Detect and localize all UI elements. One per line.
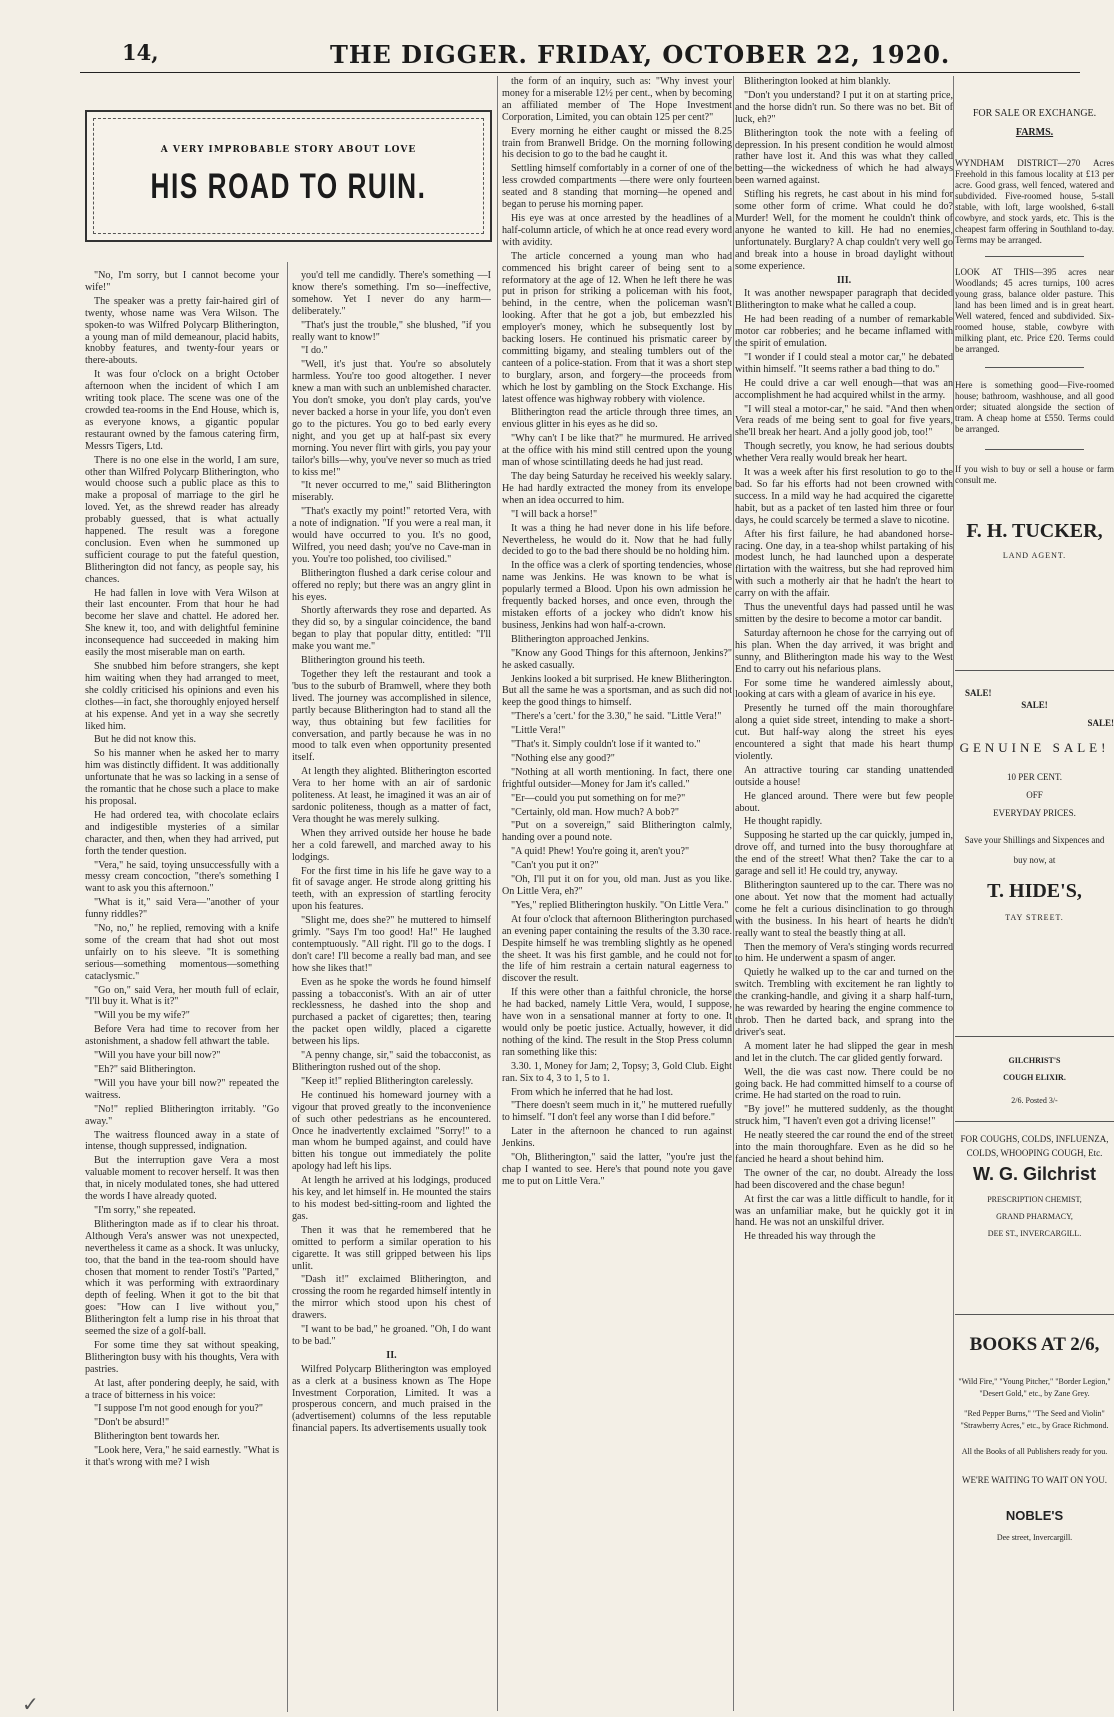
story-paragraph: He neatly steered the car round the end of the street into the main thoroughfare. Even as he did so he fancied he heard a shout behind him. xyxy=(735,1130,953,1165)
farms-subheading: FARMS. xyxy=(1015,127,1054,138)
store-name: NOBLE'S xyxy=(1005,1508,1064,1523)
story-paragraph: "Er—could you put something on for me?" xyxy=(511,792,686,804)
story-paragraph: "Look here, Vera," he said earnestly. "What is it that's wrong with me? I wish xyxy=(85,1445,279,1469)
story-paragraph: Saturday afternoon he chose for the carrying out of his plan. When the day arrived, it was bright and sunny, and Blitherington made his way to the West End to carry out his nefarious plans. xyxy=(735,627,953,675)
story-paragraph: The waitress flounced away in a state of intense, though suppressed, indignation. xyxy=(85,1129,279,1153)
story-column-3 xyxy=(502,76,732,1706)
story-paragraph: Blitherington bent towards her. xyxy=(94,1431,220,1443)
headline-box xyxy=(85,110,492,242)
story-paragraph: "Keep it!" replied Blitherington carelessly. xyxy=(301,1075,474,1087)
pharmacy-name: GRAND PHARMACY, xyxy=(996,1212,1073,1221)
chemist-title: PRESCRIPTION CHEMIST, xyxy=(987,1195,1082,1204)
story-paragraph: "Put on a sovereign," said Blitherington calmly, handing over a pound note. xyxy=(502,820,732,844)
story-paragraph: "Eh?" said Blitherington. xyxy=(94,1064,196,1075)
story-paragraph: An attractive touring car standing unattended outside a house! xyxy=(735,764,953,788)
farm-listing: If you wish to buy or sell a house or farm consult me. xyxy=(955,464,1114,485)
gilchrist-advertisement xyxy=(955,1056,1114,1286)
story-paragraph: "Don't you understand? I put it on at starting price, and the horse didn't run. So there was no bet. Bit of luck, eh?" xyxy=(735,89,953,125)
story-paragraph: "Little Vera!" xyxy=(511,725,566,737)
story-kicker: A VERY IMPROBABLE STORY ABOUT LOVE xyxy=(160,145,417,155)
story-paragraph: If this were other than a faithful chronicle, the horse he had backed, namely Little Vera, would, I suppose, have won in a sensational manner at forty to one. It would only be poetic justice. Actually, however, it did nothing of the kind. The result in the Stop Press column ran something like this: xyxy=(502,987,732,1058)
story-paragraph: After his first failure, he had abandoned horse-racing. One day, in a tea-shop whilst partaking of his modest lunch, he had launched upon a desperate flirtation with the waitress, but she had reproved him with such a motherly air that he hadn't the heart to carry on with the affair. xyxy=(735,528,953,600)
discount-percent: 10 PER CENT. xyxy=(1006,772,1063,782)
story-column-1 xyxy=(85,270,279,1705)
story-paragraph: "Oh, I'll put it on for you, old man. Just as you like. On Little Vera, eh?" xyxy=(502,874,732,897)
story-paragraph: "Dash it!" exclaimed Blitherington, and crossing the room he regarded himself intently in the mirror which stood upon his chest of drawers. xyxy=(292,1274,491,1322)
story-paragraph: "Will you be my wife?" xyxy=(94,1010,190,1022)
story-paragraph: "I'm sorry," she repeated. xyxy=(94,1204,196,1216)
story-paragraph: A moment later he had slipped the gear in mesh and let in the clutch. The car glided gently forward. xyxy=(735,1040,953,1064)
story-paragraph: "I want to be bad," he groaned. "Oh, I do want to be bad." xyxy=(292,1324,491,1347)
divider xyxy=(985,256,1084,257)
story-paragraph: Blitherington flushed a dark cerise colour and offered no reply; but there was an angry glint in his eyes. xyxy=(292,567,491,603)
story-paragraph: Though secretly, you know, he had serious doubts whether Vera really would break her heart. xyxy=(735,441,953,465)
story-paragraph: The day being Saturday he received his weekly salary. He had hardly extracted the money from its envelope when an idea occurred to him. xyxy=(502,471,732,506)
story-paragraph: Settling himself comfortably in a corner of one of the less crowded compartments —there were only fourteen seated and 8 standing that morning—he opened and began to peruse his morning paper. xyxy=(502,163,732,211)
story-paragraph: 3.30. 1, Money for Jam; 2, Topsy; 3, Gold Club. Eight ran. Six to 4, 3 to 1, 5 to 1. xyxy=(502,1060,732,1084)
story-paragraph: "What is it," said Vera—"another of your funny riddles?" xyxy=(85,897,279,921)
story-paragraph: At four o'clock that afternoon Blitherington purchased an evening paper containing the results of the 3.30 race. Despite himself he was trembling slightly as he opened the sheet. It was his first gamble, and he could not for the life of him restrain a certain natural eagerness to discover the result. xyxy=(502,913,732,985)
story-paragraph: "Why can't I be like that?" he murmured. He arrived at the office with his mind still centred upon the young man of whose scintillating deeds he had just read. xyxy=(502,433,732,469)
column-rule xyxy=(497,76,498,1711)
sale-label: SALE! xyxy=(1021,700,1048,710)
story-paragraph: It was a week after his first resolution to go to the bad. So far his efforts had not been crowned with success. In a mild way he had acquired the cigarette habit, but as a packet of ten lasted him three or four days, he could scarcely be termed a slave to nicotine. xyxy=(735,467,953,526)
story-paragraph: Before Vera had time to recover from her astonishment, a shadow fell athwart the table. xyxy=(85,1024,279,1048)
story-paragraph: "Will you have your bill now?" xyxy=(94,1050,221,1062)
nobles-advertisement xyxy=(955,1334,1114,1714)
story-paragraph: "Slight me, does she?" he muttered to himself grimly. "Says I'm too good! Ha!" He laughed contemptuously. "All right. I'll go to the dogs. I don't care! I'll become a really bad man, and see how she likes that!" xyxy=(292,915,491,974)
story-paragraph: Quietly he walked up to the car and turned on the switch. Trembling with excitement he ran lightly to the cranking-handle, and giving it a sharp half-turn, he was rewarded by hearing the engine commence to throb. Then he darted back, and sprang into the driver's seat. xyxy=(735,967,953,1038)
story-column-4 xyxy=(735,76,953,1706)
divider xyxy=(955,1121,1114,1122)
story-paragraph: There is no one else in the world, I am sure, other than Wilfred Polycarp Blitherington, who would choose such a public place as this to make a proposal of marriage to the girl he loved. Yet, as the shrewd reader has already probably guessed, that is what actually happened. The result was a foregone conclusion. Even when he summoned up sufficient courage to put the fateful question, Blitherington did not fancy, as people say, his chances. xyxy=(85,454,279,585)
story-paragraph: "I do." xyxy=(301,345,328,357)
books-list: "Red Pepper Burns," "The Seed and Violin" "Strawberry Acres," etc., by Grace Richmond. xyxy=(960,1409,1109,1430)
masthead-rule xyxy=(80,72,1080,73)
story-paragraph: At last, after pondering deeply, he said, with a trace of bitterness in his voice: xyxy=(85,1377,279,1401)
story-paragraph: "I will back a horse!" xyxy=(511,508,598,520)
story-paragraph: At length he arrived at his lodgings, produced his key, and let himself in. He mounted the stairs to his modest bed-sitting-room and lighted the gas. xyxy=(292,1175,491,1222)
story-paragraph: "Can't you put it on?" xyxy=(511,860,599,872)
story-paragraph: "A penny change, sir," said the tobacconist, as Blitherington rushed out of the shop. xyxy=(292,1050,491,1073)
coughs-text: FOR COUGHS, COLDS, INFLUENZA, COLDS, WHOOPING COUGH, Etc. xyxy=(960,1134,1109,1158)
column-rule xyxy=(953,76,954,1711)
story-paragraph: So his manner when he asked her to marry him was distinctly diffident. It was additionally unfortunate that he was so lacking in a sense of the romantic that he chose such a place to make his proposal. xyxy=(85,748,279,807)
story-paragraph: His eye was at once arrested by the headlines of a half-column article, of which he at once read every word with avidity. xyxy=(502,212,732,248)
books-heading: BOOKS AT 2/6, xyxy=(969,1334,1100,1355)
gilchrist-price: 2/6. Posted 3/- xyxy=(1011,1096,1058,1105)
column-rule xyxy=(733,76,734,1711)
story-paragraph: When they arrived outside her house he bade her a cold farewell, and marched away to his lodgings. xyxy=(292,827,491,863)
story-paragraph: Wilfred Polycarp Blitherington was employed as a clerk at a business known as The Hope Investment Corporation, Limited. It was a prosperous concern, and much praised in the (advertisement) columns of the less reputable financial papers. Its advertisements usually took xyxy=(292,1363,491,1435)
story-paragraph: Then it was that he remembered that he omitted to perform a similar operation to his cigarette. It was still gripped between his lips unlit. xyxy=(292,1224,491,1272)
story-paragraph: "There's a 'cert.' for the 3.30," he said. "Little Vera!" xyxy=(511,711,722,723)
story-paragraph: He had fallen in love with Vera Wilson at their last encounter. From that hour he had become her slave and chattel. He adored her. She knew it, too, and with delightful feminine inconsequence had succeeded in making him easily the most miserable man on earth. xyxy=(85,587,279,659)
story-paragraph: "A quid! Phew! You're going it, aren't you?" xyxy=(511,846,690,858)
save-text: Save your Shillings and Sixpences and buy now, at xyxy=(964,835,1105,865)
story-paragraph: Presently he turned off the main thoroughfare along a quiet side street, intending to make a short-cut. But half-way along the street his eyes encountered a sight that made his heart thump violently. xyxy=(735,703,953,762)
story-paragraph: For the first time in his life he gave way to a fit of savage anger. He strode along gritting his teeth, with an expression of startling ferocity upon his features. xyxy=(292,865,491,913)
story-paragraph: "I wonder if I could steal a motor car," he debated within himself. "It seems rather a bad thing to do." xyxy=(735,351,953,375)
story-headline: HIS ROAD TO RUIN. xyxy=(150,167,427,206)
story-paragraph: Stifling his regrets, he cast about in his mind for some other form of crime. What could he do? Murder! Well, for the moment he couldn't think of anyone he wanted to kill. He had no enemies, unfortunately. Burglary? A chap couldn't very well go and break into a house in broad daylight without some experience. xyxy=(735,189,953,272)
gilchrist-heading: GILCHRIST'S xyxy=(1008,1056,1061,1065)
page-number: 14, xyxy=(122,40,159,65)
story-paragraph: "I suppose I'm not good enough for you?" xyxy=(94,1403,264,1415)
story-paragraph: Blitherington approached Jenkins. xyxy=(511,633,650,645)
story-paragraph: "Know any Good Things for this afternoon, Jenkins?" he asked casually. xyxy=(502,647,732,671)
story-paragraph: "Yes," replied Blitherington huskily. "On Little Vera." xyxy=(511,899,729,911)
story-paragraph: Blitherington made as if to clear his throat. Although Vera's answer was not unexpected, nevertheless it came as a shock. It was unlucky, too, that the band in the tea-room should have chosen that moment to render Tosti's "Parted," which it was performing with extraordinary depth of feeling. When it got to the bit that goes: "How can I live without you," Blitherington felt a lump rise in his throat that seemed the size of a golf-ball. xyxy=(85,1218,279,1338)
section-heading: II. xyxy=(386,1349,397,1361)
headline-box-border xyxy=(93,118,484,234)
books-list: "Wild Fire," "Young Pitcher," "Border Legion," "Desert Gold," etc., by Zane Grey. xyxy=(958,1377,1111,1398)
pharmacy-address: DEE ST., INVERCARGILL. xyxy=(987,1229,1082,1238)
story-paragraph: Blitherington sauntered up to the car. There was no one about. Yet now that the moment had actually come he felt a curious disinclination to go through with the business. In his heart of hearts he didn't really want to steal the beastly thing at all. xyxy=(735,880,953,939)
story-paragraph: Together they left the restaurant and took a 'bus to the suburb of Bramwell, where they both lived. The journey was accomplished in silence, partly because Blitherington had to stand all the way, thus obtaining but few facilities for conversation, and partly because he was in no mood to talk even when opportunity presented itself. xyxy=(292,669,491,764)
story-paragraph: Even as he spoke the words he found himself passing a tobacconist's. With an air of utter recklessness, he dashed into the shop and purchased a packet of cigarettes; then, tearing the packet open wildly, placed a cigarette between his lips. xyxy=(292,976,491,1048)
divider xyxy=(985,449,1084,450)
ad-divider xyxy=(955,1036,1114,1037)
everyday-prices: EVERYDAY PRICES. xyxy=(993,808,1076,818)
story-paragraph: "No, no," he replied, removing with a knife some of the cream that had shot out most unfairly on to his sleeve. "It is something serious—something momentous—something cataclysmic." xyxy=(85,923,279,982)
story-paragraph: He continued his homeward journey with a vigour that proved greatly to the inconvenience of such other pedestrians as he encountered. Once he inadvertently exclaimed "Sorry!" to a man whom he bumped against, and could have bitten his tongue out immediately the polite apology had left his lips. xyxy=(292,1089,491,1173)
story-paragraph: He had been reading of a number of remarkable motor car robberies; and he became inflamed with the spirit of emulation. xyxy=(735,314,953,350)
story-paragraph: For some time he wandered aimlessly about, looking at cars with a gleam of avarice in his eye. xyxy=(735,677,953,701)
story-paragraph: But the interruption gave Vera a most valuable moment to recover herself. It was then that, in nicely modulated tones, she had uttered the words I have already quoted. xyxy=(85,1155,279,1203)
story-paragraph: "Nothing at all worth mentioning. In fact, there one frightful outsider—Money for Jam it's called." xyxy=(502,766,732,790)
story-paragraph: He thought rapidly. xyxy=(744,816,823,828)
story-paragraph: From which he inferred that he had lost. xyxy=(511,1086,674,1098)
farms-advertisement xyxy=(955,108,1114,560)
story-paragraph: Shortly afterwards they rose and departed. As they did so, by a singular coincidence, the band began to play that popular ditty, entitled: "I'll make you want me." xyxy=(292,605,491,653)
sale-label: SALE! xyxy=(965,688,992,698)
story-paragraph: Supposing he started up the car quickly, jumped in, drove off, and turned into the busy thoroughfare at the end of the street! What then? Take the car to a garage and sell it! He could try, anyway. xyxy=(735,830,953,878)
books-all: All the Books of all Publishers ready for you. xyxy=(961,1447,1108,1456)
story-paragraph: The owner of the car, no doubt. Already the loss had been discovered and the chase begun! xyxy=(735,1167,953,1191)
story-paragraph: the form of an inquiry, such as: "Why invest your money for a miserable 12½ per cent., when by becoming an affiliated member of The Hope Investment Corporation, Limited, you can obtain 125 per cent?" xyxy=(502,76,732,123)
story-paragraph: Thus the uneventful days had passed until he was smitten by the desire to become a motor car bandit. xyxy=(735,602,953,625)
farm-listing: WYNDHAM DISTRICT—270 Acres Freehold in this famous locality at £13 per acre. Good grass, well fenced, watered and subdivided. Five-roomed house, 5-stall stable, with loft, large woolshed, 6-stall cowbyre, and stock yards, etc. This is the cheapest farm offering in Southland to-day. Terms may be arranged. xyxy=(955,158,1114,245)
story-paragraph: "No, I'm sorry, but I cannot become your wife!" xyxy=(85,270,279,293)
story-paragraph: Jenkins looked a bit surprised. He knew Blitherington. But all the same he was a sportsman, and as such did not keep the good things to himself. xyxy=(502,673,732,709)
farms-heading: FOR SALE OR EXCHANGE. xyxy=(972,108,1097,119)
store-name: T. HIDE'S, xyxy=(987,880,1082,902)
story-paragraph: Well, the die was cast now. There could be no going back. He had committed himself to a course of crime. He had started on the road to ruin. xyxy=(735,1066,953,1102)
story-paragraph: "Well, it's just that. You're so absolutely harmless. You're too good altogether. I never knew a man with such an unblemished character. You don't smoke, you don't play cards, you've never backed a horse in your life, you don't even go to the pictures. You go to bed early every night, and you get up at half-past six every morning. You never flirt with girls, you pay your tailor's bills—why, you've never so much as tried to kiss me!" xyxy=(292,359,491,478)
story-column-2 xyxy=(292,270,491,1705)
story-paragraph: Blitherington read the article through three times, an envious glitter in his eyes as he did so. xyxy=(502,407,732,431)
story-paragraph: "Certainly, old man. How much? A bob?" xyxy=(511,806,679,818)
agent-title: LAND AGENT. xyxy=(1002,551,1067,560)
story-paragraph: The article concerned a young man who had commenced his bright career of being sent to a reformatory at the age of 12. When he left there he was put in prison for striking a policeman with his foot, behind, in the centre, when the policeman wasn't looking. After that he got a job, but embezzled his employer's money, which he subsequently lost by backing losers. He continued his prismatic career by committing bigamy, and stealing tumblers out of the canteen of a police-station. From that it was a short step to burglary, arson, and forgery—the proceeds from which he lost by gambling on the Stock Exchange. His latest offence was highway robbery with violence. xyxy=(502,250,732,405)
column-rule xyxy=(287,262,288,1712)
story-paragraph: "Will you have your bill now?" repeated the waitress. xyxy=(85,1077,279,1101)
story-paragraph: "Go on," said Vera, her mouth full of eclair, "I'll buy it. What is it?" xyxy=(85,984,279,1008)
gilchrist-product: COUGH ELIXIR. xyxy=(1003,1073,1066,1082)
store-address: Dee street, Invercargill. xyxy=(996,1533,1073,1542)
story-paragraph: "Nothing else any good?" xyxy=(511,752,615,764)
story-paragraph: For some time they sat without speaking, Blitherington busy with his thoughts, Vera with pastries. xyxy=(85,1339,279,1375)
story-paragraph: In the office was a clerk of sporting tendencies, whose name was Jenkins. He was known to be what is popularly termed a Blood. Upon his own admission he frequently backed horses, and once even, through the mistaken efforts of a jockey who didn't know his business, Jenkins had won half-a-crown. xyxy=(502,560,732,631)
story-paragraph: you'd tell me candidly. There's something —I know there's something. I'm so—ineffective, somehow. Yet I never do any harm—deliberately." xyxy=(292,270,491,317)
farm-listing: Here is something good—Five-roomed house; bathroom, washhouse, and all good order; situated alongside the section of tram. A cheap home at £550. Terms could be arranged. xyxy=(955,380,1114,434)
story-paragraph: "That's exactly my point!" retorted Vera, with a note of indignation. "If you were a real man, it would have occurred to you. It's no good, Wilfred, you need dash; you've no Cave-man in you. You're too polished, too civilised." xyxy=(292,506,491,565)
sale-label: SALE! xyxy=(1087,718,1114,728)
story-paragraph: "By jove!" he muttered suddenly, as the thought struck him, "I haven't even got a driving license!" xyxy=(735,1104,953,1128)
hides-advertisement xyxy=(955,688,1114,968)
story-paragraph: "It never occurred to me," said Blitherington miserably. xyxy=(292,480,491,504)
story-paragraph: "Oh, Blitherington," said the latter, "you're just the chap I wanted to see. Here's that pound note you gave me to put on Little Vera." xyxy=(502,1152,732,1187)
story-paragraph: But he did not know this. xyxy=(94,734,197,746)
story-paragraph: "I will steal a motor-car," he said. "And then when Vera reads of me being sent to goal for five years, she'll break her heart. And a jolly good job, too!" xyxy=(735,403,953,439)
story-paragraph: Blitherington ground his teeth. xyxy=(301,655,425,667)
chemist-name: W. G. Gilchrist xyxy=(972,1164,1097,1184)
story-paragraph: He glanced around. There were but few people about. xyxy=(735,790,953,814)
story-paragraph: Then the memory of Vera's stinging words recurred to him. He underwent a spasm of anger. xyxy=(735,941,953,965)
story-paragraph: He threaded his way through the xyxy=(744,1231,876,1243)
story-paragraph: It was another newspaper paragraph that decided Blitherington to make what he called a coup. xyxy=(735,288,953,312)
story-paragraph: "There doesn't seem much in it," he muttered ruefully to himself. "I don't feel any worse than I did before." xyxy=(502,1100,732,1124)
store-street: TAY STREET. xyxy=(1005,913,1064,922)
ad-divider xyxy=(955,670,1114,671)
story-paragraph: "No!" replied Blitherington irritably. "Go away." xyxy=(85,1103,279,1127)
waiting-slogan: WE'RE WAITING TO WAIT ON YOU. xyxy=(962,1475,1107,1485)
story-paragraph: She snubbed him before strangers, she kept him waiting when they had arranged to meet, she coldly criticised his opinions and even his clothes—in fact, she thoroughly enjoyed herself at his expense. And yet in a way she secretly liked him. xyxy=(85,661,279,732)
advertisement-column xyxy=(955,76,1114,1716)
story-paragraph: "Vera," he said, toying unsuccessfully with a messy cream concoction, "there's something I want to ask you this afternoon." xyxy=(85,859,279,895)
farm-listing: LOOK AT THIS—395 acres near Woodlands; 45 acres turnips, 100 acres young grass, balance older pasture. This land has been limed and is in great heart. Well watered, fenced and subdivided. Six-roomed house, stable, cowbyre with milking plant, etc. Price £20. Terms could be arranged. xyxy=(955,267,1114,354)
story-paragraph: Blitherington took the note with a feeling of depression. In his present condition he would almost rather have lost it. And this was what they called betting—the wickedness of which he had always been warned against. xyxy=(735,127,953,187)
story-paragraph: Every morning he either caught or missed the 8.25 train from Branwell Bridge. On the morning following his decision to go to the bad he caught it. xyxy=(502,125,732,161)
corner-mark: ✓ xyxy=(22,1692,39,1716)
story-paragraph: At first the car was a little difficult to handle, for it was an unfamiliar make, but he quickly got it in hand. He was not an unskilful driver. xyxy=(735,1193,953,1229)
story-paragraph: It was a thing he had never done in his life before. Nevertheless, he would do it. Now that he had fully decided to go to the bad there should be no holding him. xyxy=(502,522,732,558)
story-paragraph: "Don't be absurd!" xyxy=(94,1417,170,1429)
story-paragraph: Blitherington looked at him blankly. xyxy=(744,76,891,87)
masthead xyxy=(0,40,1114,80)
story-paragraph: He could drive a car well enough—that was an accomplishment he had acquired whilst in the army. xyxy=(735,377,953,401)
story-paragraph: He had ordered tea, with chocolate eclairs and indigestible mysteries of a similar character, and then, when they had arrived, put forth the tender question. xyxy=(85,809,279,857)
discount-off: OFF xyxy=(1026,790,1043,800)
story-paragraph: At length they alighted. Blitherington escorted Vera to her home with an air of sardonic politeness. At least, he imagined it was an air of sardonic politeness, though as a matter of fact, Vera thought he was merely sulking. xyxy=(292,766,491,825)
ad-divider xyxy=(955,1314,1114,1315)
newspaper-title: THE DIGGER. FRIDAY, OCTOBER 22, 1920. xyxy=(330,40,951,69)
section-heading: III. xyxy=(836,274,852,286)
story-paragraph: The speaker was a pretty fair-haired girl of twenty, whose name was Vera Wilson. The spoken-to was Wilfred Polycarp Blitherington, a young man of mild demeanour, placid habits, knobby features, and twenty-four years or there-abouts. xyxy=(85,295,279,367)
story-paragraph: "That's it. Simply couldn't lose if it wanted to." xyxy=(511,739,701,751)
agent-name: F. H. TUCKER, xyxy=(966,520,1103,542)
genuine-sale: GENUINE SALE! xyxy=(959,740,1110,755)
story-paragraph: Later in the afternoon he chanced to run against Jenkins. xyxy=(502,1126,732,1150)
story-paragraph: "That's just the trouble," she blushed, "if you really want to know!" xyxy=(292,319,491,343)
story-paragraph: It was four o'clock on a bright October afternoon when the incident of which I am writing took place. The scene was one of the crowded tea-rooms in the End House, which is, as everyone knows, a gigantic popular restaurant owned by the famous catering firm, Messrs Tigers, Ltd. xyxy=(85,369,279,452)
divider xyxy=(985,367,1084,368)
